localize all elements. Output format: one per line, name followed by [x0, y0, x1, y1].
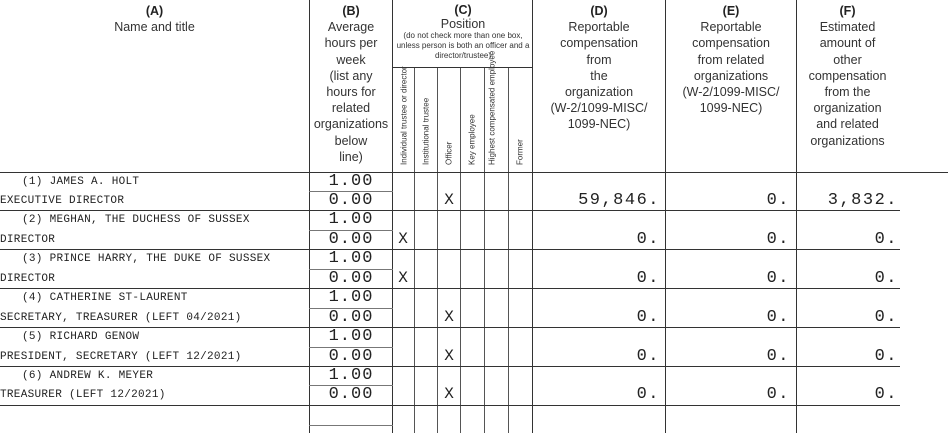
- c-sub-individual-trustee: Individual trustee or director: [399, 66, 409, 165]
- c-subcol-rule: [414, 68, 415, 433]
- row-rule: [0, 366, 900, 367]
- comp-related: 0.: [766, 269, 790, 288]
- hours-divider: [309, 425, 393, 426]
- hours-per-week: 1.00: [328, 249, 374, 268]
- comp-org: 0.: [636, 308, 660, 327]
- c-header-rule: [392, 67, 533, 68]
- comp-other: 0.: [874, 230, 898, 249]
- row-rule: [0, 210, 900, 211]
- related-hours: 0.00: [328, 191, 374, 210]
- header-c-note: (do not check more than one box, unless person is both an officer and a director/trustee): [396, 31, 530, 60]
- hours-per-week: 1.00: [328, 366, 374, 385]
- related-hours: 0.00: [328, 308, 374, 327]
- row-rule: [0, 288, 900, 289]
- header-f: (F) Estimated amount of other compensation from the organization and related organizations: [808, 4, 887, 148]
- c-sub-officer: Officer: [444, 141, 454, 165]
- position-officer-mark: X: [444, 191, 454, 209]
- related-hours: 0.00: [328, 269, 374, 288]
- comp-other: 3,832.: [827, 191, 898, 210]
- comp-other: 0.: [874, 347, 898, 366]
- header-b: (B) Average hours per week (list any hours for related organizations below line): [313, 4, 389, 164]
- related-hours: 0.00: [328, 385, 374, 404]
- person-name: (6) ANDREW K. MEYER: [22, 370, 154, 382]
- c-subcol-rule: [508, 68, 509, 433]
- comp-related: 0.: [766, 230, 790, 249]
- position-officer-mark: X: [444, 385, 454, 403]
- comp-org: 0.: [636, 269, 660, 288]
- hours-per-week: 1.00: [328, 288, 374, 307]
- c-sub-highest-compensated: Highest compensated employee: [487, 50, 497, 165]
- position-officer-mark: X: [444, 347, 454, 365]
- position-director-mark: X: [398, 230, 408, 248]
- comp-other: 0.: [874, 308, 898, 327]
- person-title: TREASURER (LEFT 12/2021): [0, 389, 166, 401]
- row-rule: [0, 327, 900, 328]
- position-officer-mark: X: [444, 308, 454, 326]
- person-name: (4) CATHERINE ST-LAURENT: [22, 292, 188, 304]
- hours-per-week: 1.00: [328, 327, 374, 346]
- person-name: (2) MEGHAN, THE DUCHESS OF SUSSEX: [22, 214, 250, 226]
- row-rule: [0, 405, 900, 406]
- position-director-mark: X: [398, 269, 408, 287]
- c-sub-key-employee: Key employee: [467, 114, 477, 165]
- person-name: (5) RICHARD GENOW: [22, 331, 140, 343]
- c-subcol-rule: [437, 68, 438, 433]
- comp-other: 0.: [874, 385, 898, 404]
- comp-org: 0.: [636, 230, 660, 249]
- hours-per-week: 1.00: [328, 172, 374, 191]
- related-hours: 0.00: [328, 347, 374, 366]
- person-title: SECRETARY, TREASURER (LEFT 04/2021): [0, 312, 242, 324]
- comp-other: 0.: [874, 269, 898, 288]
- comp-org: 0.: [636, 347, 660, 366]
- comp-related: 0.: [766, 308, 790, 327]
- c-sub-institutional-trustee: Institutional trustee: [421, 97, 431, 165]
- person-title: PRESIDENT, SECRETARY (LEFT 12/2021): [0, 351, 242, 363]
- header-e: (E) Reportable compensation from related organizations (W-2/1099-MISC/ 1099-NEC): [682, 4, 780, 116]
- comp-related: 0.: [766, 191, 790, 210]
- comp-org: 0.: [636, 385, 660, 404]
- person-title: DIRECTOR: [0, 273, 56, 285]
- header-a: (A) Name and title: [114, 4, 195, 35]
- c-sub-former: Former: [515, 139, 525, 165]
- person-title: EXECUTIVE DIRECTOR: [0, 195, 125, 207]
- person-name: (1) JAMES A. HOLT: [22, 176, 140, 188]
- header-d: (D) Reportable compensation from the organization (W-2/1099-MISC/ 1099-NEC): [550, 4, 648, 132]
- comp-related: 0.: [766, 385, 790, 404]
- c-subcol-rule: [460, 68, 461, 433]
- comp-org: 59,846.: [578, 191, 660, 210]
- header-c: (C) Position: [440, 3, 486, 31]
- person-title: DIRECTOR: [0, 234, 56, 246]
- person-name: (3) PRINCE HARRY, THE DUKE OF SUSSEX: [22, 253, 271, 265]
- related-hours: 0.00: [328, 230, 374, 249]
- hours-per-week: 1.00: [328, 210, 374, 229]
- comp-related: 0.: [766, 347, 790, 366]
- row-rule: [0, 249, 900, 250]
